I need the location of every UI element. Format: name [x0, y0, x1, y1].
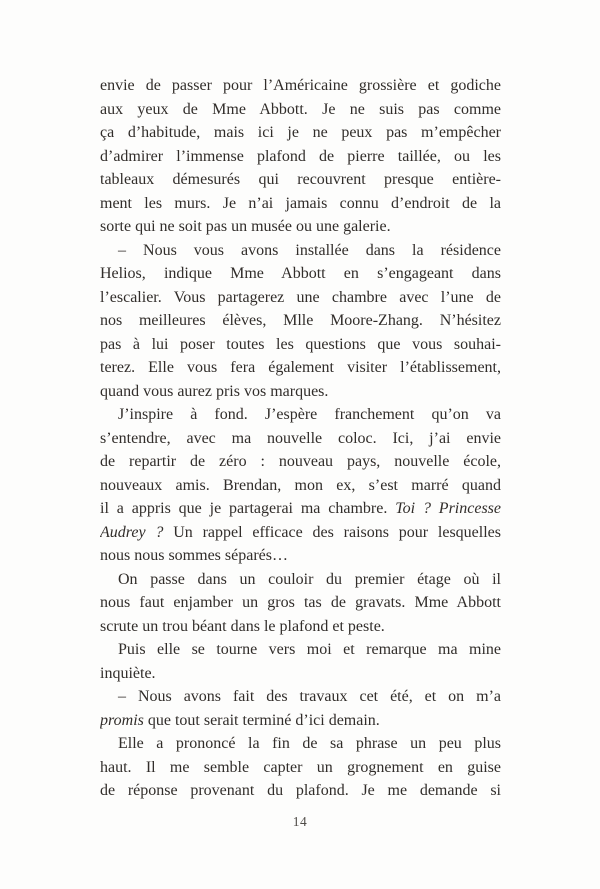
text-segment: Un rappel efficace des raisons pour lesquelles — [173, 523, 501, 541]
text-line — [100, 380, 501, 404]
paragraph — [100, 732, 501, 803]
text-segment: que tout serait terminé d’ici demain. — [143, 711, 380, 729]
text-line — [100, 356, 501, 380]
text-segment: Helios, indique Mme Abbott en s’engageant dans — [100, 265, 501, 282]
text-segment: il a appris que je partagerai ma chambre. — [100, 500, 396, 517]
text-segment: On passe dans un couloir du premier étage où il — [118, 570, 501, 588]
text-segment: ment les murs. Je n’ai jamais connu d’endroit de la — [100, 194, 501, 212]
text-segment: envie de passer pour l’Américaine grossière et godiche — [100, 77, 501, 94]
text-line — [100, 262, 501, 286]
text-line — [100, 521, 501, 545]
text-line — [100, 779, 501, 803]
text-line — [100, 239, 501, 263]
text-segment: de repartir de zéro : nouveau pays, nouvelle école, — [100, 453, 501, 470]
text-line — [100, 192, 501, 216]
text-segment: J’inspire à fond. J’espère franchement qu’on va — [118, 406, 501, 423]
text-line — [100, 145, 501, 169]
text-segment: aux yeux de Mme Abbott. Je ne suis pas comme — [100, 100, 501, 118]
text-segment: quand vous aurez pris vos marques. — [100, 382, 329, 400]
italic-text-segment: Audrey ? — [100, 523, 174, 541]
text-line — [100, 309, 501, 333]
text-segment: nos meilleures élèves, Mlle Moore-Zhang. N’hésitez — [100, 312, 501, 329]
text-segment: tableaux démesurés qui recouvrent presque entière- — [100, 171, 501, 188]
text-segment: – Nous avons fait des travaux cet été, et on m’a — [118, 688, 501, 705]
text-segment: de réponse provenant du plafond. Je me demande si — [100, 782, 501, 799]
text-line — [100, 709, 501, 733]
text-line — [100, 403, 501, 427]
text-segment: haut. Il me semble capter un grognement en guise — [100, 758, 501, 776]
text-line — [100, 427, 501, 451]
text-segment: terez. Elle vous fera également visiter l’établissement, — [100, 359, 501, 376]
text-segment: scrute un trou béant dans le plafond et peste. — [100, 617, 385, 635]
text-segment: Puis elle se tourne vers moi et remarque ma mine — [118, 641, 501, 658]
text-segment: d’admirer l’immense plafond de pierre taillée, ou les — [100, 147, 501, 165]
text-segment: nous faut enjamber un gros tas de gravats. Mme Abbott — [100, 594, 501, 611]
paragraph — [100, 74, 501, 239]
text-line — [100, 685, 501, 709]
text-segment: sorte qui ne soit pas un musée ou une galerie. — [100, 218, 391, 235]
text-line — [100, 732, 501, 756]
italic-text-segment: promis — [100, 711, 144, 729]
paragraph — [100, 638, 501, 685]
text-line — [100, 168, 501, 192]
text-line — [100, 121, 501, 145]
text-block — [100, 74, 501, 803]
text-line — [100, 74, 501, 98]
text-line — [100, 638, 501, 662]
text-line — [100, 333, 501, 357]
text-segment: ça d’habitude, mais ici je ne peux pas m’empêcher — [100, 124, 501, 141]
page-number: 14 — [292, 814, 308, 829]
text-segment: nous nous sommes séparés… — [100, 547, 288, 564]
paragraph — [100, 403, 501, 568]
text-line — [100, 544, 501, 568]
text-segment: pas à lui poser toutes les questions que vous souhai- — [100, 335, 501, 353]
text-segment: inquiète. — [100, 664, 156, 682]
italic-text-segment: Toi ? Princesse — [395, 500, 501, 517]
text-line — [100, 497, 501, 521]
text-segment: Elle a prononcé la fin de sa phrase un peu plus — [118, 735, 501, 752]
text-segment: s’entendre, avec ma nouvelle coloc. Ici, j’ai envie — [100, 429, 501, 447]
text-line — [100, 286, 501, 310]
text-line — [100, 450, 501, 474]
text-line — [100, 474, 501, 498]
paragraph — [100, 239, 501, 404]
text-segment: l’escalier. Vous partagerez une chambre avec l’une de — [100, 288, 501, 306]
text-line — [100, 215, 501, 239]
text-segment: nouveaux amis. Brendan, mon ex, s’est marré quand — [100, 476, 501, 494]
text-line — [100, 756, 501, 780]
text-line — [100, 662, 501, 686]
text-line — [100, 98, 501, 122]
text-line — [100, 591, 501, 615]
text-line — [100, 568, 501, 592]
text-segment: – Nous vous avons installée dans la résidence — [118, 241, 501, 259]
paragraph — [100, 568, 501, 639]
paragraph — [100, 685, 501, 732]
text-line — [100, 615, 501, 639]
